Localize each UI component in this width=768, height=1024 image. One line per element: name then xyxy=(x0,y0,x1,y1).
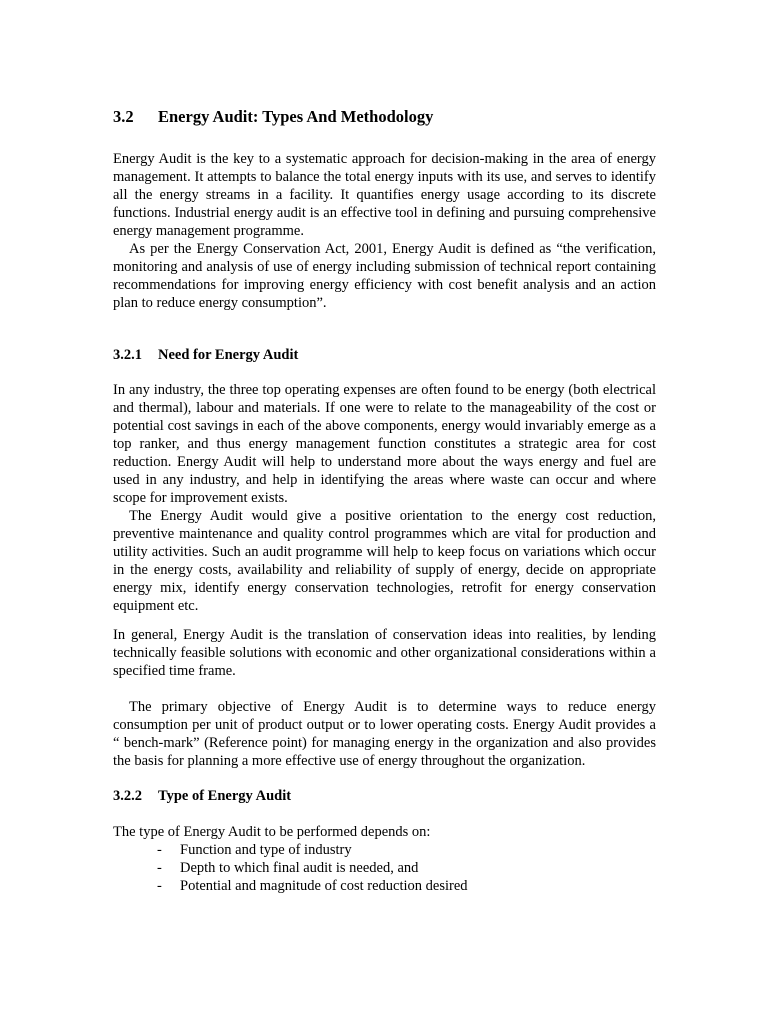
list-bullet: - xyxy=(157,842,162,858)
list-bullet: - xyxy=(157,878,162,894)
subsection-heading-need xyxy=(113,346,656,364)
subsection-number: 3.2.1 xyxy=(113,347,142,363)
paragraph-definition: As per the Energy Conservation Act, 2001, Energy Audit is defined as “the verification, monitoring and analysis of use of energy including submission of technical report containing recommendations for improving energy efficiency with cost benefit analysis and an action plan to reduce energy consumption”. xyxy=(113,241,656,311)
subsection-heading-type xyxy=(113,787,656,805)
list-bullet: - xyxy=(157,860,162,876)
list-item xyxy=(157,859,656,877)
paragraph-operating-expenses: In any industry, the three top operating expenses are often found to be energy (both electrical and thermal), labour and materials. If one were to relate to the manageability of the cost or potential cost savings in each of the above components, energy would invariably emerge as a top ranker, and thus energy management function constitutes a strategic area for cost reduction. Energy Audit will help to understand more about the ways energy and fuel are used in any industry, and help in identifying the areas where waste can occur and where scope for improvement exists. xyxy=(113,382,656,506)
list-item-text: Function and type of industry xyxy=(180,842,352,858)
paragraph-intro: Energy Audit is the key to a systematic approach for decision-making in the area of energy management. It attempts to balance the total energy inputs with its use, and serves to identify all the energy streams in a facility. It quantifies energy usage according to its discrete functions. Industrial energy audit is an effective tool in defining and pursuing comprehensive energy management programme. xyxy=(113,151,656,239)
list-item xyxy=(157,841,656,859)
page-content xyxy=(113,106,656,895)
paragraph-primary-objective: The primary objective of Energy Audit is to determine ways to reduce energy consumption per unit of product output or to lower operating costs. Energy Audit provides a “ bench-mark” (Reference point) for managing energy in the organization and also provides the basis for planning a more effective use of energy throughout the organization. xyxy=(113,699,656,769)
type-factors-list xyxy=(113,841,656,895)
paragraph-positive-orientation: The Energy Audit would give a positive orientation to the energy cost reduction, preventive maintenance and quality control programmes which are vital for production and utility activities. Such an audit programme will help to keep focus on variations which occur in the energy costs, availability and reliability of supply of energy, decide on appropriate energy mix, identify energy conservation technologies, retrofit for energy conservation equipment etc. xyxy=(113,508,656,614)
subsection-number: 3.2.2 xyxy=(113,788,142,804)
paragraph-type-depends: The type of Energy Audit to be performed depends on: xyxy=(113,824,431,840)
section-title: Energy Audit: Types And Methodology xyxy=(158,107,434,126)
subsection-title: Need for Energy Audit xyxy=(158,347,299,363)
section-heading xyxy=(113,106,656,128)
list-item xyxy=(157,877,656,895)
section-number: 3.2 xyxy=(113,107,134,126)
subsection-title: Type of Energy Audit xyxy=(158,788,292,804)
list-item-text: Depth to which final audit is needed, and xyxy=(180,860,419,876)
list-item-text: Potential and magnitude of cost reduction desired xyxy=(180,878,468,894)
paragraph-in-general: In general, Energy Audit is the translation of conservation ideas into realities, by lending technically feasible solutions with economic and other organizational considerations within a specified time frame. xyxy=(113,627,656,679)
